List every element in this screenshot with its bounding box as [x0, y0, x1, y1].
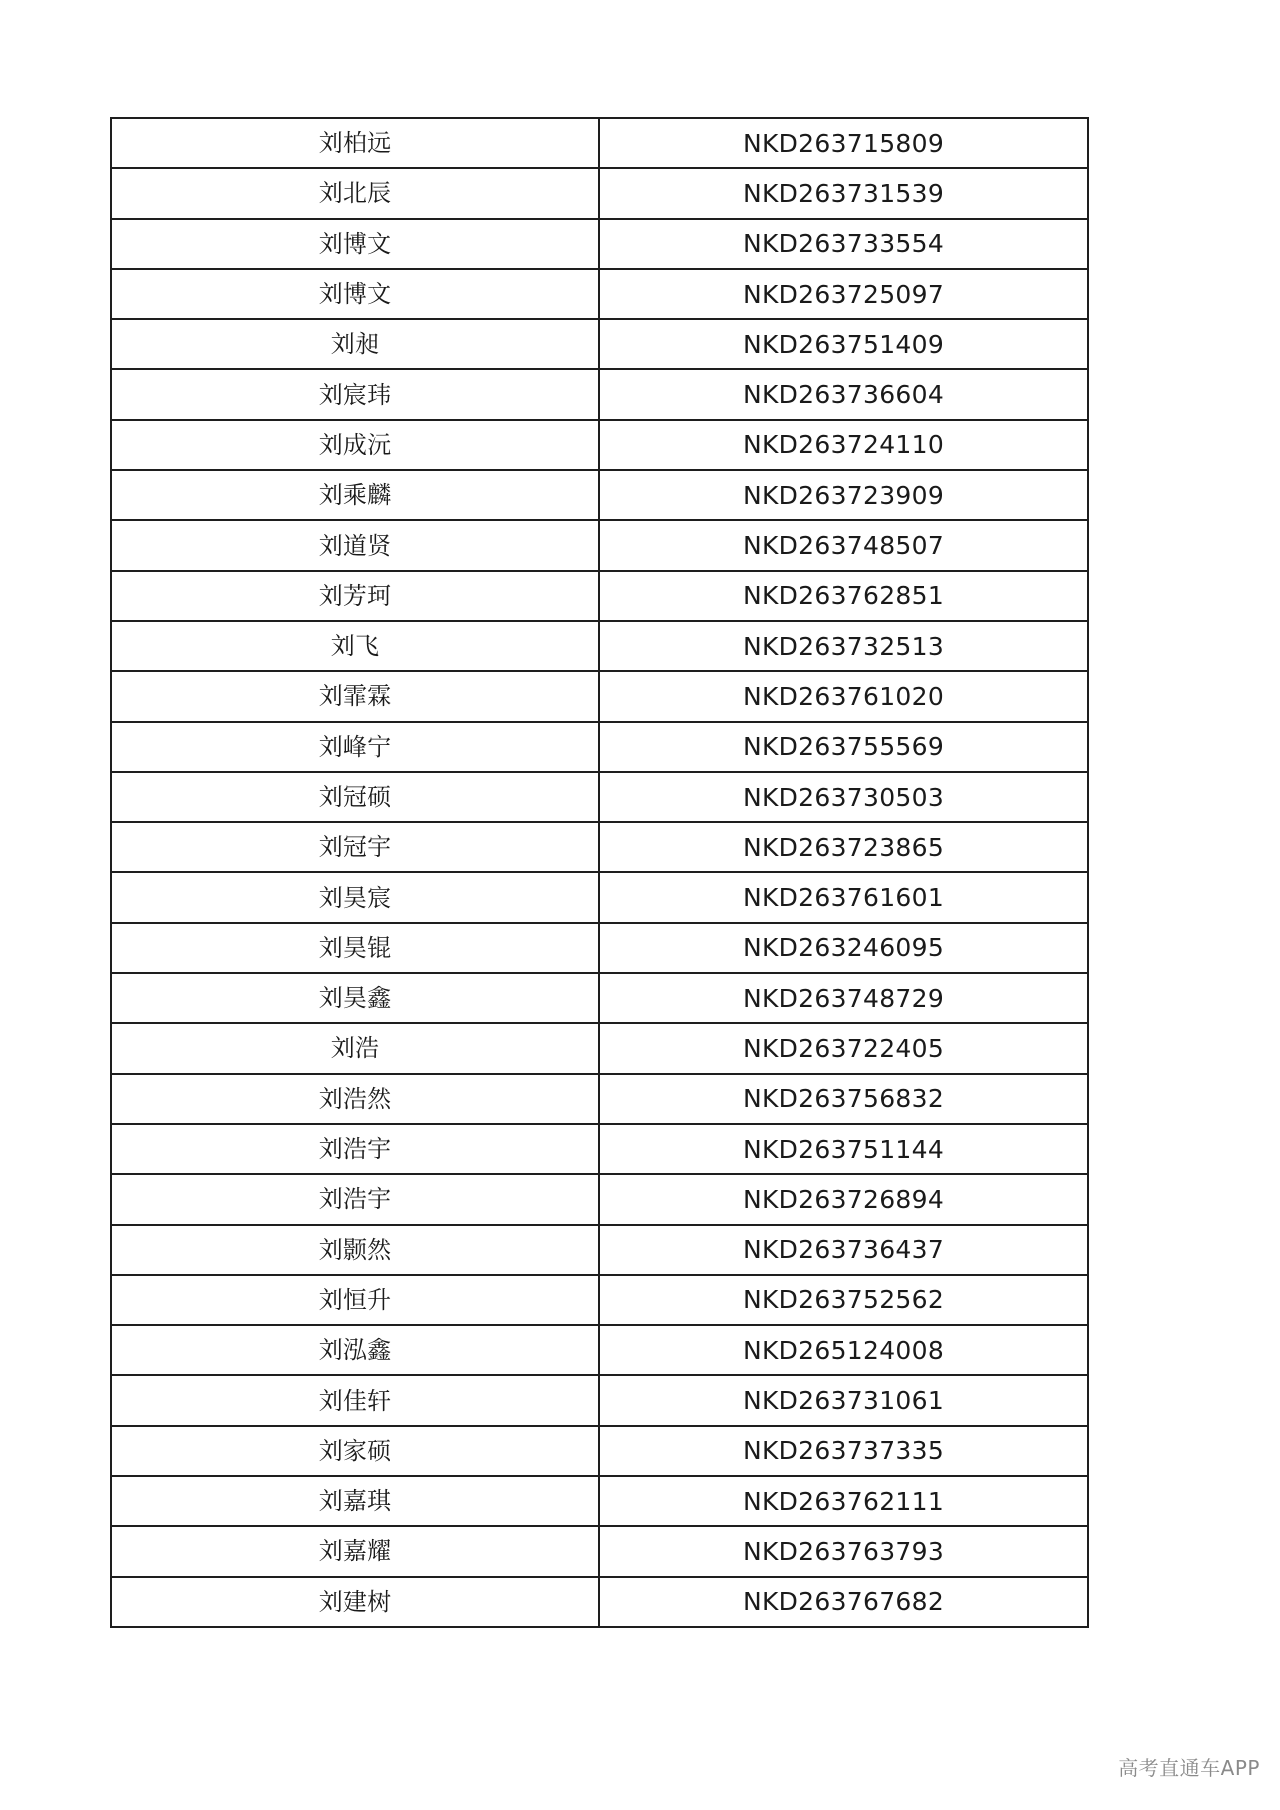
name-cell: 刘乘麟	[111, 470, 599, 520]
id-cell: NKD263723865	[599, 822, 1088, 872]
name-cell: 刘浩宇	[111, 1124, 599, 1174]
table-row	[111, 923, 1088, 973]
table-row	[111, 520, 1088, 570]
name-cell: 刘昊鑫	[111, 973, 599, 1023]
table-row	[111, 1577, 1088, 1627]
id-cell: NKD263732513	[599, 621, 1088, 671]
id-cell: NKD263762111	[599, 1476, 1088, 1526]
table-row	[111, 671, 1088, 721]
id-cell: NKD263761020	[599, 671, 1088, 721]
id-cell: NKD263723909	[599, 470, 1088, 520]
id-cell: NKD263725097	[599, 269, 1088, 319]
name-cell: 刘建树	[111, 1577, 599, 1627]
name-cell: 刘嘉琪	[111, 1476, 599, 1526]
table-row	[111, 470, 1088, 520]
name-cell: 刘昶	[111, 319, 599, 369]
name-cell: 刘芳珂	[111, 571, 599, 621]
table-row	[111, 973, 1088, 1023]
table-row	[111, 269, 1088, 319]
id-cell: NKD263751144	[599, 1124, 1088, 1174]
table-row	[111, 1325, 1088, 1375]
id-cell: NKD263751409	[599, 319, 1088, 369]
name-cell: 刘道贤	[111, 520, 599, 570]
table-row	[111, 621, 1088, 671]
id-cell: NKD263767682	[599, 1577, 1088, 1627]
id-cell: NKD263726894	[599, 1174, 1088, 1224]
name-cell: 刘昊宸	[111, 872, 599, 922]
name-cell: 刘柏远	[111, 118, 599, 168]
table-row	[111, 1476, 1088, 1526]
table-row	[111, 1023, 1088, 1073]
table-row	[111, 1174, 1088, 1224]
id-cell: NKD263737335	[599, 1426, 1088, 1476]
id-cell: NKD263752562	[599, 1275, 1088, 1325]
id-cell: NKD263763793	[599, 1526, 1088, 1576]
table-row	[111, 319, 1088, 369]
id-cell: NKD263761601	[599, 872, 1088, 922]
table-row	[111, 1275, 1088, 1325]
name-cell: 刘博文	[111, 219, 599, 269]
name-cell: 刘浩	[111, 1023, 599, 1073]
id-cell: NKD263733554	[599, 219, 1088, 269]
name-cell: 刘泓鑫	[111, 1325, 599, 1375]
id-cell: NKD263736437	[599, 1225, 1088, 1275]
name-cell: 刘冠硕	[111, 772, 599, 822]
table-row	[111, 571, 1088, 621]
table-row	[111, 1225, 1088, 1275]
table-row	[111, 772, 1088, 822]
id-cell: NKD263730503	[599, 772, 1088, 822]
name-cell: 刘浩然	[111, 1074, 599, 1124]
table-row	[111, 1124, 1088, 1174]
name-cell: 刘成沅	[111, 420, 599, 470]
table-row	[111, 420, 1088, 470]
table-row	[111, 1426, 1088, 1476]
id-cell: NKD263246095	[599, 923, 1088, 973]
watermark: 高考直通车APP	[1118, 1756, 1260, 1780]
table-row	[111, 1526, 1088, 1576]
name-cell: 刘霏霖	[111, 671, 599, 721]
name-cell: 刘家硕	[111, 1426, 599, 1476]
table-row	[111, 1375, 1088, 1425]
name-cell: 刘昊锟	[111, 923, 599, 973]
name-cell: 刘博文	[111, 269, 599, 319]
name-cell: 刘浩宇	[111, 1174, 599, 1224]
table-row	[111, 369, 1088, 419]
table-row	[111, 872, 1088, 922]
name-cell: 刘飞	[111, 621, 599, 671]
table-row	[111, 219, 1088, 269]
id-cell: NKD265124008	[599, 1325, 1088, 1375]
id-cell: NKD263748729	[599, 973, 1088, 1023]
table-row	[111, 1074, 1088, 1124]
table-row	[111, 168, 1088, 218]
name-cell: 刘峰宁	[111, 722, 599, 772]
name-cell: 刘嘉耀	[111, 1526, 599, 1576]
table-row	[111, 118, 1088, 168]
id-cell: NKD263731539	[599, 168, 1088, 218]
name-cell: 刘宸玮	[111, 369, 599, 419]
name-cell: 刘恒升	[111, 1275, 599, 1325]
table-row	[111, 822, 1088, 872]
name-cell: 刘冠宇	[111, 822, 599, 872]
name-cell: 刘佳轩	[111, 1375, 599, 1425]
roster-table-body	[111, 118, 1088, 1627]
id-cell: NKD263762851	[599, 571, 1088, 621]
roster-table	[110, 117, 1089, 1628]
table-row	[111, 722, 1088, 772]
name-cell: 刘北辰	[111, 168, 599, 218]
id-cell: NKD263756832	[599, 1074, 1088, 1124]
id-cell: NKD263715809	[599, 118, 1088, 168]
id-cell: NKD263724110	[599, 420, 1088, 470]
id-cell: NKD263722405	[599, 1023, 1088, 1073]
id-cell: NKD263755569	[599, 722, 1088, 772]
id-cell: NKD263748507	[599, 520, 1088, 570]
id-cell: NKD263736604	[599, 369, 1088, 419]
id-cell: NKD263731061	[599, 1375, 1088, 1425]
name-cell: 刘颢然	[111, 1225, 599, 1275]
